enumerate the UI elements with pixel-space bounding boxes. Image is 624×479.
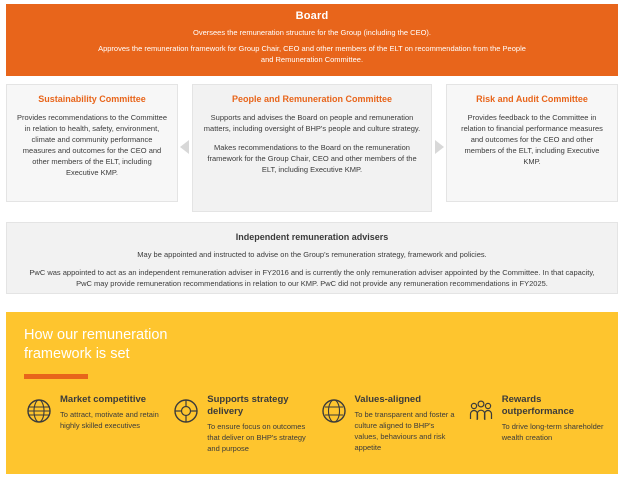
board-line-2: Approves the remuneration framework for Group Chair, CEO and other members of the ELT on recommendation from the People and Remuneration Committee.: [98, 44, 526, 64]
arrow-left-icon: [180, 140, 189, 154]
pillar-title-values-aligned: Values-aligned: [354, 394, 422, 405]
advisers-text-2: PwC was appointed to act as an independent remuneration adviser in FY2016 and is currently the only remuneration adviser appointed by the Committee. In that capacity, PwC may provide remuneration recommendations in relation to our KMP. PwC did not provide any remuneration recommendations in FY2025.: [29, 268, 595, 288]
people-group-icon: [466, 396, 496, 426]
pillar-market-competitive: [24, 394, 162, 454]
pillar-text-supports-strategy-delivery: To ensure focus on outcomes that deliver on BHP's strategy and purpose: [207, 422, 306, 453]
globe-icon: [24, 396, 54, 426]
committee-text-sustainability-1: Provides recommendations to the Committee in relation to health, safety, environment, climate and community performance measures and outcomes for the CEO and other members of the ELT, including Executive KMP.: [16, 113, 168, 177]
board-line-1: Oversees the remuneration structure for the Group (including the CEO).: [192, 28, 432, 37]
pillar-values-aligned: [319, 394, 457, 454]
pillar-title-market-competitive: Market competitive: [60, 394, 147, 405]
committee-text-risk-1: Provides feedback to the Committee in relation to financial performance measures and outcomes for the CEO and other members of the ELT, including Executive KMP.: [461, 113, 603, 166]
board-title: Board: [295, 10, 329, 22]
committee-title-people-remuneration: People and Remuneration Committee: [231, 94, 393, 104]
pillar-title-rewards-outperformance: Rewards outperformance: [501, 394, 575, 417]
committee-text-people-2: Makes recommendations to the Board on the remuneration framework for the Group Chair, CEO and other members of the ELT, including Executive KMP.: [207, 143, 417, 174]
board-band: [6, 4, 618, 76]
pillar-text-values-aligned: To be transparent and foster a culture aligned to BHP's values, behaviours and risk appetite: [354, 410, 455, 452]
committee-card-risk-audit: [446, 84, 618, 202]
committee-title-sustainability: Sustainability Committee: [38, 94, 146, 104]
committee-row: [6, 84, 618, 212]
independent-advisers-band: [6, 222, 618, 294]
framework-pillars: [24, 394, 604, 454]
pillar-supports-strategy-delivery: [171, 394, 309, 454]
values-globe-icon: [319, 396, 349, 426]
committee-card-people-remuneration: [192, 84, 432, 212]
pillar-title-supports-strategy-delivery: Supports strategy delivery: [207, 394, 289, 417]
pillar-text-market-competitive: To attract, motivate and retain highly skilled executives: [60, 410, 159, 430]
arrow-right-icon: [435, 140, 444, 154]
strategy-gear-icon: [171, 396, 201, 426]
framework-heading: How our remuneration framework is set: [24, 327, 168, 362]
advisers-text-1: May be appointed and instructed to advise on the Group's remuneration strategy, framework and policies.: [137, 250, 487, 259]
committee-title-risk-audit: Risk and Audit Committee: [476, 94, 588, 104]
advisers-title: Independent remuneration advisers: [235, 232, 389, 242]
committee-card-sustainability: [6, 84, 178, 202]
pillar-rewards-outperformance: [466, 394, 604, 454]
pillar-text-rewards-outperformance: To drive long-term shareholder wealth creation: [501, 422, 604, 442]
framework-panel: [6, 312, 618, 474]
committee-text-people-1: Supports and advises the Board on people and remuneration matters, including oversight of BHP's people and culture strategy.: [203, 113, 421, 133]
heading-underline: [24, 374, 88, 379]
